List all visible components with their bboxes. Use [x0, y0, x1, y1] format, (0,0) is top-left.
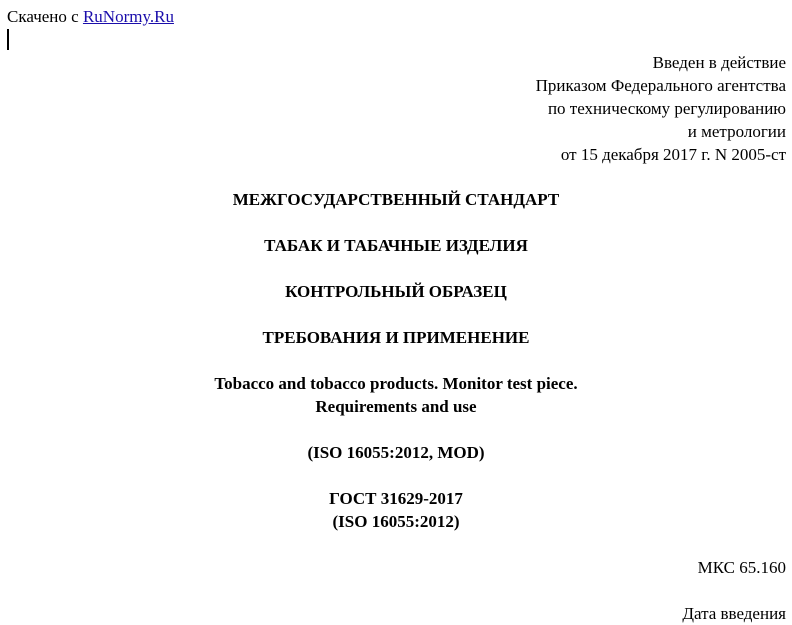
gost-iso-reference: (ISO 16055:2012)	[332, 512, 460, 531]
document-name-heading: КОНТРОЛЬНЫЙ ОБРАЗЕЦ	[285, 282, 507, 301]
source-link[interactable]: RuNormy.Ru	[82, 7, 174, 26]
enactment-line: от 15 декабря 2017 г. N 2005-ст	[560, 145, 786, 164]
enactment-block	[536, 51, 786, 166]
english-title-line-1: Tobacco and tobacco products. Monitor test piece.	[214, 374, 578, 393]
mks-code: МКС 65.160	[697, 558, 786, 577]
enactment-line: Введен в действие	[652, 53, 786, 72]
intro-date-label: Дата введения	[682, 604, 786, 623]
gost-number: ГОСТ 31629-2017	[329, 489, 463, 508]
source-line	[7, 5, 174, 28]
text-cursor	[7, 29, 9, 50]
enactment-line: Приказом Федерального агентства	[535, 76, 786, 95]
subject-heading: ТАБАК И ТАБАЧНЫЕ ИЗДЕЛИЯ	[264, 236, 528, 255]
source-prefix: Скачено с	[7, 7, 79, 26]
enactment-line: по техническому регулированию	[547, 99, 786, 118]
english-title-line-2: Requirements and use	[315, 397, 477, 416]
iso-mod-reference: (ISO 16055:2012, MOD)	[307, 443, 485, 462]
enactment-line: и метрологии	[687, 122, 786, 141]
standard-type-heading: МЕЖГОСУДАРСТВЕННЫЙ СТАНДАРТ	[232, 190, 560, 209]
subtitle-heading: ТРЕБОВАНИЯ И ПРИМЕНЕНИЕ	[262, 328, 530, 347]
